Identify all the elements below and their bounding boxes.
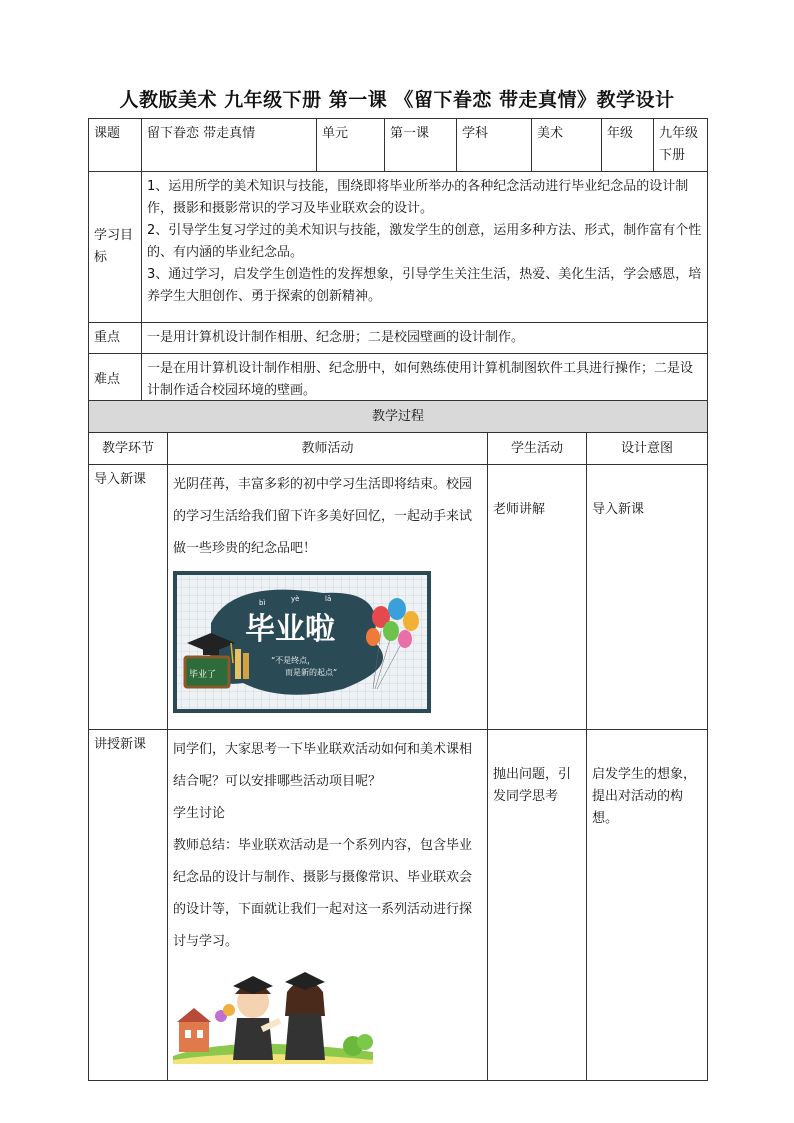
student-activity-cell: 抛出问题，引发同学思考 (488, 730, 587, 1081)
grade-value: 九年级下册 (654, 119, 708, 172)
student-activity-cell: 老师讲解 (488, 465, 587, 730)
topic-label: 课题 (89, 119, 142, 172)
grade-label: 年级 (602, 119, 654, 172)
goal-item: 1、运用所学的美术知识与技能，围绕即将毕业所举办的各种纪念活动进行毕业纪念品的设计制作，摄影和摄影常识的学习及毕业联欢会的设计。 (147, 179, 689, 216)
stage-cell: 导入新课 (89, 465, 168, 730)
teacher-activity-cell (168, 465, 488, 730)
design-intent-cell: 启发学生的想象，提出对活动的构想。 (587, 730, 708, 1081)
teacher-text: 学生讨论 (173, 806, 226, 821)
banner-pinyin: bì (259, 599, 266, 607)
banner-pinyin: yè (291, 595, 300, 603)
banner-slogan: “不是终点， (271, 656, 316, 665)
topic-value: 留下眷恋 带走真情 (142, 119, 317, 172)
key-label: 重点 (89, 323, 142, 354)
goals-content (142, 172, 708, 323)
difficulty-value: 一是在用计算机设计制作相册、纪念册中，如何熟练使用计算机制图软件工具进行操作；二是设计制作适合校园环境的壁画。 (142, 354, 708, 407)
goal-item: 2、引导学生复习学过的美术知识与技能，激发学生的创意，运用多种方法、形式，制作富有个性的、有内涵的毕业纪念品。 (147, 223, 702, 260)
column-header: 学生活动 (488, 433, 587, 465)
unit-value: 第一课 (385, 119, 457, 172)
key-value: 一是用计算机设计制作相册、纪念册；二是校园壁画的设计制作。 (142, 323, 708, 354)
subject-label: 学科 (457, 119, 532, 172)
stage-cell: 讲授新课 (89, 730, 168, 1081)
teacher-activity-cell (168, 730, 488, 1081)
chalkboard-text: 毕业了 (189, 670, 217, 680)
teacher-text: 光阴荏苒，丰富多彩的初中学习生活即将结束。校园的学习生活给我们留下许多美好回忆，一起动手来试做一些珍贵的纪念品吧！ (173, 477, 473, 556)
column-header: 教师活动 (168, 433, 488, 465)
column-header: 设计意图 (587, 433, 708, 465)
subject-value: 美术 (532, 119, 602, 172)
teacher-text: 同学们，大家思考一下毕业联欢活动如何和美术课相结合呢？可以安排哪些活动项目呢？ (173, 742, 473, 789)
teacher-text: 教师总结：毕业联欢活动是一个系列内容，包含毕业纪念品的设计与制作、摄影与摄像常识、毕业联欢会的设计等，下面就让我们一起对这一系列活动进行探讨与学习。 (173, 838, 473, 949)
teaching-process-table (88, 400, 708, 1081)
document-title: 人教版美术 九年级下册 第一课 《留下眷恋 带走真情》教学设计 (119, 89, 675, 111)
goals-label: 学习目标 (89, 172, 142, 323)
unit-label: 单元 (317, 119, 385, 172)
column-header: 教学环节 (89, 433, 168, 465)
goal-item: 3、通过学习，启发学生创造性的发挥想象，引导学生关注生活，热爱、美化生活，学会感恩，培养学生大胆创作、勇于探索的创新精神。 (147, 267, 702, 304)
banner-slogan: 而是新的起点” (285, 668, 338, 677)
graduates-illustration (173, 964, 373, 1064)
difficulty-label: 难点 (89, 354, 142, 407)
process-header: 教学过程 (89, 401, 708, 433)
graduation-banner-image (173, 571, 431, 713)
lesson-info-table (88, 118, 708, 407)
banner-pinyin: lā (325, 595, 332, 603)
banner-main-text: 毕业啦 (245, 612, 335, 647)
design-intent-cell: 导入新课 (587, 465, 708, 730)
